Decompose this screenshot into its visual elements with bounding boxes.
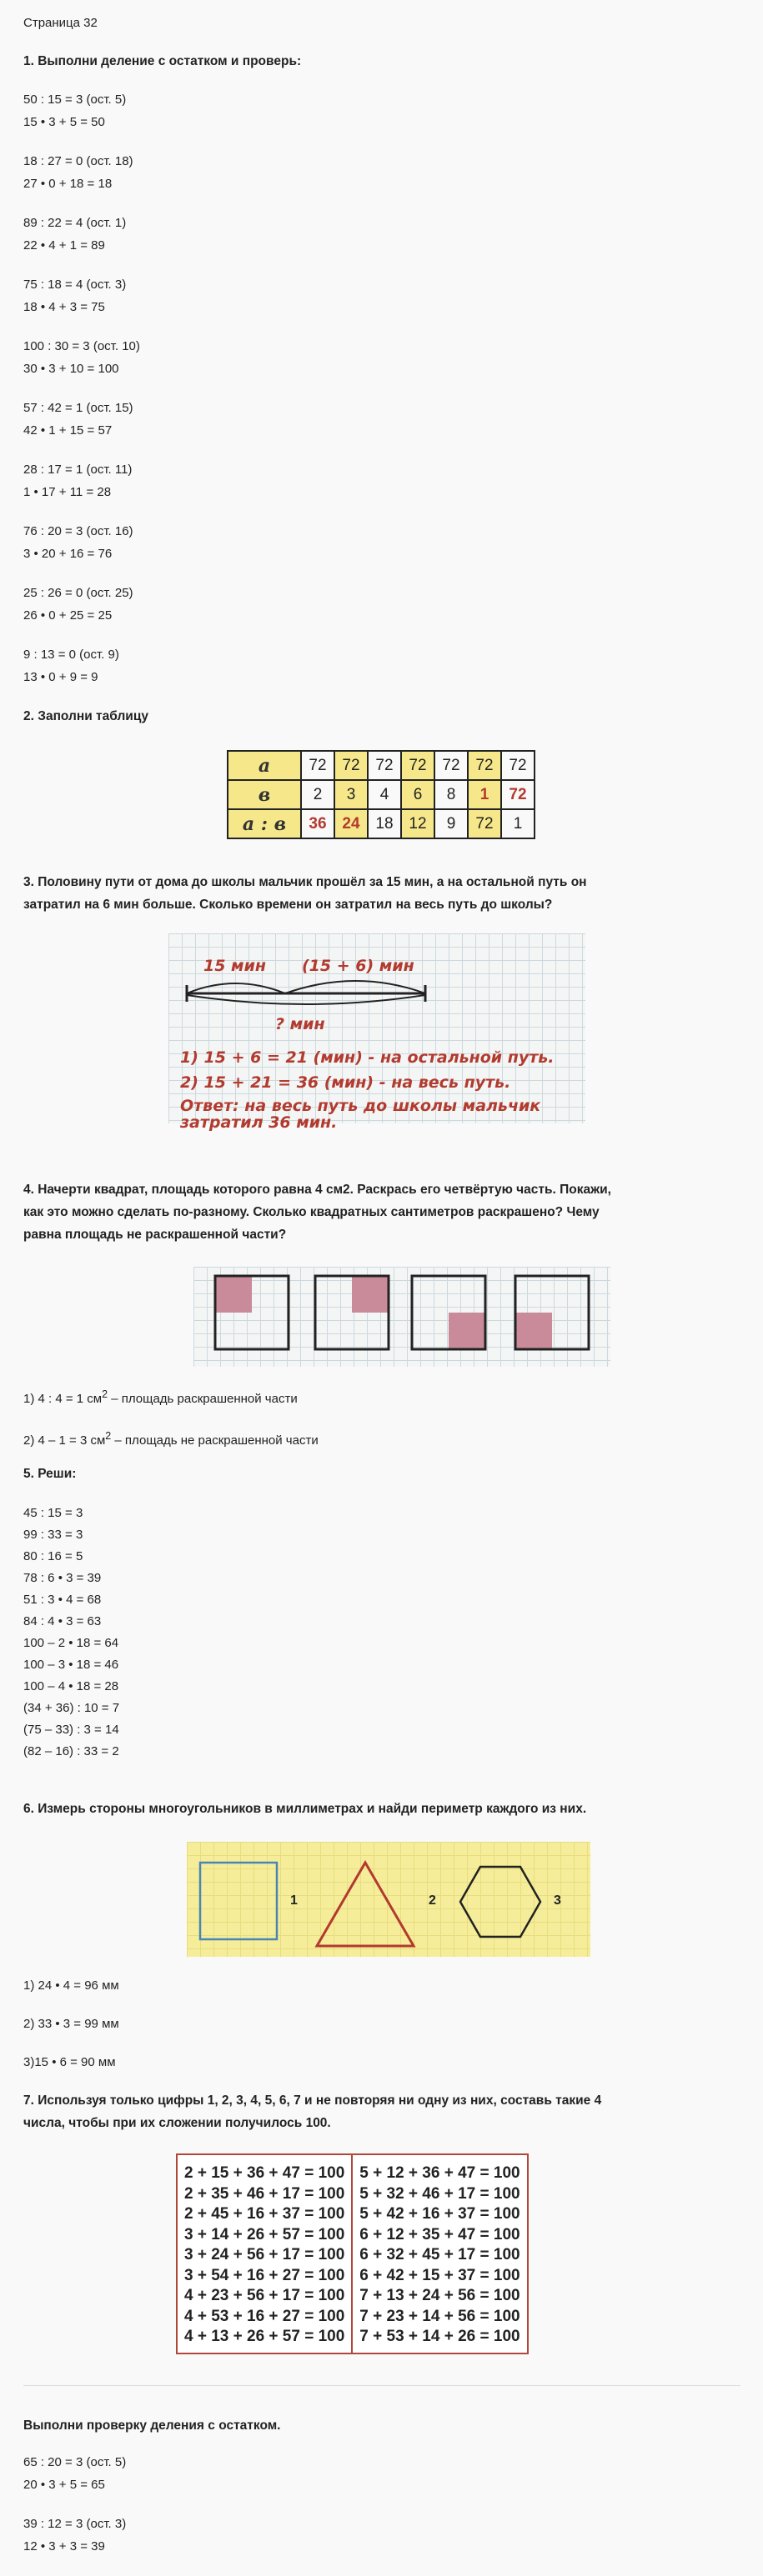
squares-drawing	[193, 1267, 610, 1367]
triangle-shape	[317, 1863, 414, 1946]
answer-text: – площадь не раскрашенной части	[111, 1433, 319, 1448]
answer-text: – площадь раскрашенной части	[108, 1392, 298, 1406]
task1-check: 26 • 0 + 25 = 25	[23, 608, 113, 623]
task1-division: 50 : 15 = 3 (ост. 5)	[23, 93, 127, 107]
label-first-half: 15 мин	[203, 957, 267, 975]
table-cell: 72	[301, 751, 334, 780]
sum-row: 4 + 13 + 26 + 57 = 100	[184, 2328, 345, 2345]
shaded-quarter	[449, 1313, 485, 1349]
task3-diagram	[168, 933, 585, 1132]
task5-title: 5. Реши:	[23, 1467, 77, 1481]
task1-division: 76 : 20 = 3 (ост. 16)	[23, 524, 133, 538]
task7-title-line1: 7. Используя только цифры 1, 2, 3, 4, 5, 6, 7 и не повторяя ни одну из них, составь такие 4	[23, 2093, 602, 2108]
task1-check: 30 • 3 + 10 = 100	[23, 362, 119, 376]
row-header-b: в	[228, 780, 301, 809]
task5-line: 80 : 16 = 5	[23, 1549, 83, 1563]
task2-title: 2. Заполни таблицу	[23, 709, 148, 723]
table-cell: 1	[501, 809, 535, 838]
task6-answer: 3)15 • 6 = 90 мм	[23, 2055, 116, 2069]
row-header-ab: а : в	[228, 809, 301, 838]
sum-row: 6 + 12 + 35 + 47 = 100	[359, 2225, 520, 2243]
check-division: 39 : 12 = 3 (ост. 3)	[23, 2517, 127, 2531]
square-shape	[200, 1863, 277, 1939]
sum-row: 2 + 35 + 46 + 17 = 100	[184, 2184, 345, 2203]
task5-line: 78 : 6 • 3 = 39	[23, 1571, 102, 1585]
task1-check: 13 • 0 + 9 = 9	[23, 670, 98, 684]
task4-title-line2: как это можно сделать по-разному. Сколько квадратных сантиметров раскрашено? Чему	[23, 1205, 600, 1219]
answer-line2: затратил 36 мин.	[180, 1113, 338, 1132]
table-row-ab	[228, 809, 535, 838]
task1-division: 9 : 13 = 0 (ост. 9)	[23, 648, 119, 662]
shaded-quarter	[352, 1276, 389, 1313]
answer-text: 2) 4 – 1 = 3 см	[23, 1433, 106, 1448]
row-header-a: а	[228, 751, 301, 780]
answer-sup: 2	[105, 1430, 112, 1442]
shape-label-3: 3	[554, 1893, 561, 1908]
task3-title-line1: 3. Половину пути от дома до школы мальчик прошёл за 15 мин, а на остальной путь он	[23, 875, 587, 889]
table-cell: 72	[434, 751, 468, 780]
task5-line: (82 – 16) : 33 = 2	[23, 1744, 119, 1758]
table-cell: 72	[501, 751, 535, 780]
task1-division: 18 : 27 = 0 (ост. 18)	[23, 154, 133, 168]
brace-total	[187, 995, 425, 1004]
sums-row	[177, 2154, 528, 2353]
check-verify: 12 • 3 + 3 = 39	[23, 2539, 105, 2553]
table-cell: 18	[368, 809, 401, 838]
sum-row: 5 + 42 + 16 + 37 = 100	[359, 2205, 520, 2223]
task1-division: 75 : 18 = 4 (ост. 3)	[23, 278, 127, 292]
task4-squares	[193, 1267, 610, 1367]
task5-line: 100 – 3 • 18 = 46	[23, 1658, 119, 1672]
task1-division: 57 : 42 = 1 (ост. 15)	[23, 401, 133, 415]
shape-label-2: 2	[429, 1893, 436, 1908]
task6-title: 6. Измерь стороны многоугольников в миллиметрах и найди периметр каждого из них.	[23, 1802, 587, 1816]
section-divider	[23, 2385, 740, 2386]
task1-check: 1 • 17 + 11 = 28	[23, 485, 112, 499]
task1-division: 28 : 17 = 1 (ост. 11)	[23, 463, 133, 477]
sum-row: 2 + 15 + 36 + 47 = 100	[184, 2164, 345, 2182]
solution-step1: 1) 15 + 6 = 21 (мин) - на остальной путь.	[180, 1048, 555, 1067]
label-total: ? мин	[275, 1015, 325, 1033]
sum-row: 3 + 14 + 26 + 57 = 100	[184, 2225, 345, 2243]
sum-row: 7 + 23 + 14 + 56 = 100	[359, 2307, 520, 2325]
sum-row: 6 + 42 + 15 + 37 = 100	[359, 2266, 520, 2284]
solution-step2: 2) 15 + 21 = 36 (мин) - на весь путь.	[180, 1073, 511, 1092]
label-second-half: (15 + 6) мин	[302, 957, 414, 975]
sums-table	[176, 2153, 529, 2354]
task1-division: 25 : 26 = 0 (ост. 25)	[23, 586, 133, 600]
answer-sup: 2	[102, 1388, 108, 1400]
check-verify: 20 • 3 + 5 = 65	[23, 2478, 105, 2492]
polygons-drawing	[187, 1842, 590, 1957]
task5-line: 100 – 2 • 18 = 64	[23, 1636, 119, 1650]
task5-line: 45 : 15 = 3	[23, 1506, 83, 1520]
table-cell: 72	[468, 751, 501, 780]
task5-line: 99 : 33 = 3	[23, 1528, 83, 1542]
task4-title-line1: 4. Начерти квадрат, площадь которого равна 4 см2. Раскрась его четвёртую часть. Покажи,	[23, 1183, 611, 1197]
answer-line1: Ответ: на весь путь до школы мальчик	[180, 1097, 541, 1115]
sums-column-right	[352, 2154, 527, 2353]
table-cell: 1	[468, 780, 501, 809]
table-cell: 12	[401, 809, 434, 838]
task4-title-line3: равна площадь не раскрашенной части?	[23, 1228, 287, 1242]
sum-row: 7 + 53 + 14 + 26 = 100	[359, 2328, 520, 2345]
task4-answer-2	[23, 1428, 319, 1448]
task1-check: 42 • 1 + 15 = 57	[23, 423, 113, 438]
answer-text: 1) 4 : 4 = 1 см	[23, 1392, 103, 1406]
table-cell: 8	[434, 780, 468, 809]
task3-title-line2: затратил на 6 мин больше. Сколько времени он затратил на весь путь до школы?	[23, 898, 553, 912]
task5-line: (75 – 33) : 3 = 14	[23, 1723, 119, 1737]
check-title: Выполни проверку деления с остатком.	[23, 2418, 281, 2433]
sum-row: 6 + 32 + 45 + 17 = 100	[359, 2246, 520, 2263]
table-cell: 3	[334, 780, 368, 809]
sum-row: 3 + 54 + 16 + 27 = 100	[184, 2266, 345, 2284]
page-title: Страница 32	[23, 16, 98, 30]
table-cell: 72	[368, 751, 401, 780]
table-row-a	[228, 751, 535, 780]
table-cell: 4	[368, 780, 401, 809]
table-cell: 72	[468, 809, 501, 838]
table-cell: 24	[334, 809, 368, 838]
task1-check: 27 • 0 + 18 = 18	[23, 177, 113, 191]
brace-right	[285, 981, 425, 993]
sums-column-left	[177, 2154, 352, 2353]
sum-row: 5 + 32 + 46 + 17 = 100	[359, 2184, 520, 2203]
task5-line: (34 + 36) : 10 = 7	[23, 1701, 120, 1715]
check-division: 65 : 20 = 3 (ост. 5)	[23, 2455, 127, 2469]
task5-line: 51 : 3 • 4 = 68	[23, 1593, 102, 1607]
task4-answer-1	[23, 1386, 298, 1406]
task6-shapes	[187, 1842, 590, 1957]
task1-title: 1. Выполни деление с остатком и проверь:	[23, 54, 302, 68]
task1-check: 18 • 4 + 3 = 75	[23, 300, 105, 314]
sum-row: 5 + 12 + 36 + 47 = 100	[359, 2164, 520, 2182]
task1-check: 22 • 4 + 1 = 89	[23, 238, 105, 253]
table-row-b	[228, 780, 535, 809]
table-cell: 72	[501, 780, 535, 809]
table-cell: 36	[301, 809, 334, 838]
task1-division: 100 : 30 = 3 (ост. 10)	[23, 339, 140, 353]
table-cell: 6	[401, 780, 434, 809]
sum-row: 4 + 23 + 56 + 17 = 100	[184, 2287, 345, 2304]
sum-row: 2 + 45 + 16 + 37 = 100	[184, 2205, 345, 2223]
shaded-quarter	[215, 1276, 252, 1313]
brace-left	[187, 983, 285, 993]
sum-row: 7 + 13 + 24 + 56 = 100	[359, 2287, 520, 2304]
table-cell: 2	[301, 780, 334, 809]
task6-answer: 2) 33 • 3 = 99 мм	[23, 2017, 119, 2031]
task1-check: 15 • 3 + 5 = 50	[23, 115, 105, 129]
sum-row: 3 + 24 + 56 + 17 = 100	[184, 2246, 345, 2263]
shaded-quarter	[515, 1313, 552, 1349]
shape-label-1: 1	[290, 1893, 298, 1908]
table-cell: 72	[401, 751, 434, 780]
task1-division: 89 : 22 = 4 (ост. 1)	[23, 216, 127, 230]
table-cell: 72	[334, 751, 368, 780]
task7-title-line2: числа, чтобы при их сложении получилось 100.	[23, 2116, 331, 2130]
task5-line: 100 – 4 • 18 = 28	[23, 1679, 119, 1693]
task1-check: 3 • 20 + 16 = 76	[23, 547, 113, 561]
hexagon-shape	[460, 1867, 540, 1937]
task5-line: 84 : 4 • 3 = 63	[23, 1614, 102, 1628]
sum-row: 4 + 53 + 16 + 27 = 100	[184, 2307, 345, 2325]
table-cell: 9	[434, 809, 468, 838]
division-table	[227, 750, 535, 839]
task6-answer: 1) 24 • 4 = 96 мм	[23, 1978, 119, 1993]
